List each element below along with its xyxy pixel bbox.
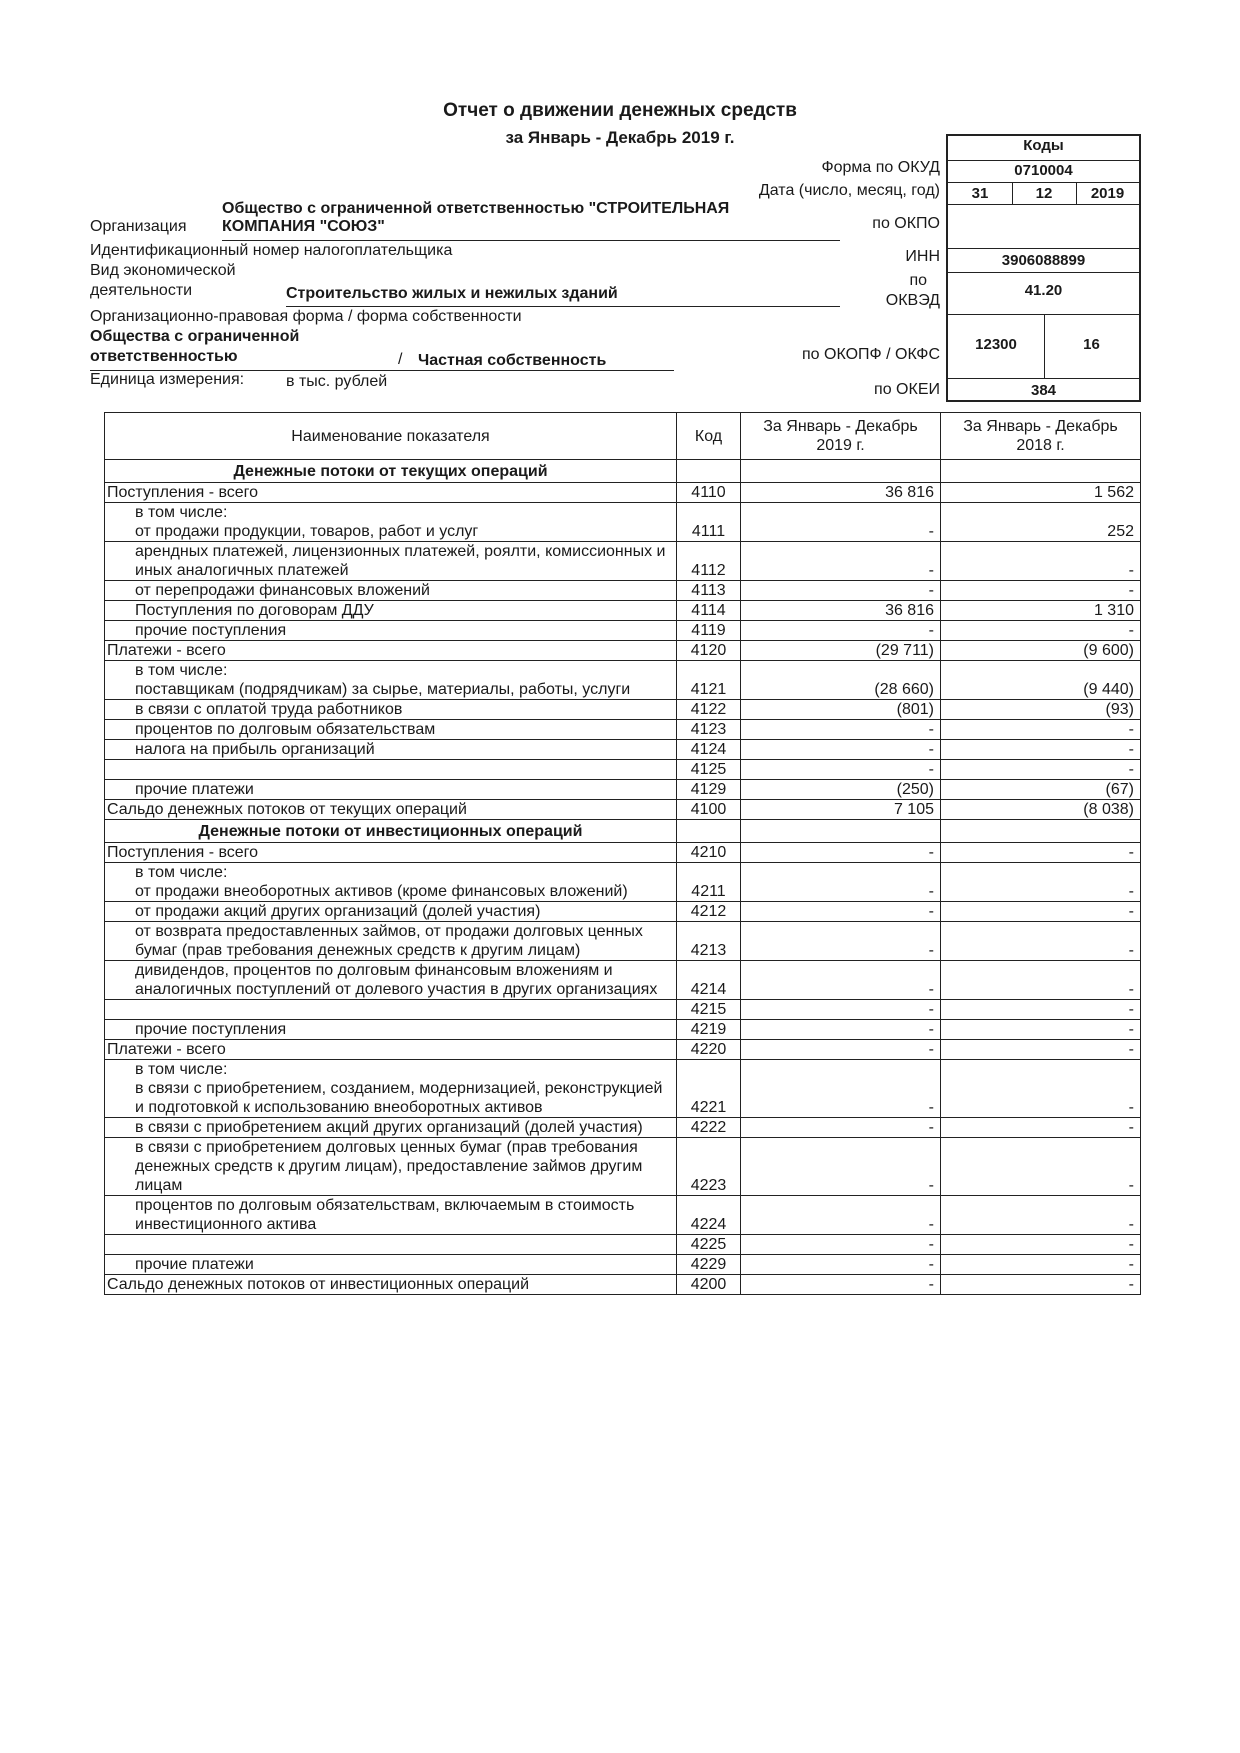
value-2019 xyxy=(741,503,941,523)
table-row xyxy=(105,542,1141,581)
row-name: в связи с оплатой труда работников xyxy=(105,700,677,720)
value-2018: (8 038) xyxy=(941,800,1141,820)
inn-value: 3906088899 xyxy=(1001,252,1086,269)
row-code: 4113 xyxy=(677,581,741,601)
row-code: 4112 xyxy=(677,542,741,581)
row-code: 4121 xyxy=(677,680,741,700)
row-code: 4210 xyxy=(677,843,741,863)
inn-label: Идентификационный номер налогоплательщика xyxy=(90,242,453,259)
row-name: Платежи - всего xyxy=(105,641,677,661)
value-2019 xyxy=(741,661,941,681)
row-code: 4213 xyxy=(677,922,741,961)
table-row xyxy=(105,503,1141,523)
value-2019: (28 660) xyxy=(741,680,941,700)
row-code xyxy=(677,661,741,681)
org-name-line-1: Общество с ограниченной ответственностью "СТРОИТЕЛЬНАЯ xyxy=(222,200,730,217)
value-2019 xyxy=(741,863,941,883)
row-name xyxy=(105,1235,677,1255)
value-2019: - xyxy=(741,720,941,740)
table-row xyxy=(105,1138,1141,1196)
activity-value: Строительство жилых и нежилых зданий xyxy=(286,285,618,302)
row-name: от продажи акций других организаций (долей участия) xyxy=(105,902,677,922)
col-header-2018-line-2: 2018 г. xyxy=(1016,437,1065,454)
row-name: процентов по долговым обязательствам, включаемым в стоимость инвестиционного актива xyxy=(105,1196,677,1235)
row-code xyxy=(677,863,741,883)
row-name: прочие поступления xyxy=(105,621,677,641)
row-code: 4211 xyxy=(677,882,741,902)
table-row xyxy=(105,922,1141,961)
row-name: налога на прибыль организаций xyxy=(105,740,677,760)
table-row xyxy=(105,1275,1141,1295)
col-header-2018 xyxy=(941,413,1141,460)
value-2019: - xyxy=(741,882,941,902)
value-2019: (801) xyxy=(741,700,941,720)
table-row xyxy=(105,863,1141,883)
row-code: 4225 xyxy=(677,1235,741,1255)
row-name: дивидендов, процентов по долговым финансовым вложениям и аналогичных поступлений от долевого участия в других организациях xyxy=(105,961,677,1000)
row-code xyxy=(677,1060,741,1080)
codes-box xyxy=(946,134,1141,402)
value-2019: - xyxy=(741,843,941,863)
value-2018 xyxy=(941,661,1141,681)
empty-cell xyxy=(941,820,1141,843)
col-header-2019 xyxy=(741,413,941,460)
row-code: 4214 xyxy=(677,961,741,1000)
table-row xyxy=(105,800,1141,820)
value-2018: 252 xyxy=(941,522,1141,542)
org-label: Организация xyxy=(90,218,187,235)
row-code: 4129 xyxy=(677,780,741,800)
date-day: 31 xyxy=(971,185,989,202)
row-code: 4122 xyxy=(677,700,741,720)
value-2018: - xyxy=(941,621,1141,641)
row-name: Поступления - всего xyxy=(105,843,677,863)
row-name: в том числе: xyxy=(105,503,677,523)
table-row xyxy=(105,581,1141,601)
okopf-label: по ОКОПФ / ОКФС xyxy=(802,346,940,363)
row-code: 4111 xyxy=(677,522,741,542)
okved-label-1: по xyxy=(909,272,927,289)
table-row xyxy=(105,720,1141,740)
codes-header: Коды xyxy=(1023,137,1064,154)
table-row xyxy=(105,1060,1141,1080)
value-2018: - xyxy=(941,902,1141,922)
row-code: 4114 xyxy=(677,601,741,621)
row-code xyxy=(677,503,741,523)
table-row xyxy=(105,961,1141,1000)
row-code: 4224 xyxy=(677,1196,741,1235)
value-2018: - xyxy=(941,542,1141,581)
value-2018: - xyxy=(941,1275,1141,1295)
table-row xyxy=(105,1020,1141,1040)
section-row xyxy=(105,820,1141,843)
value-2019: - xyxy=(741,1255,941,1275)
value-2018: - xyxy=(941,1138,1141,1196)
empty-cell xyxy=(741,460,941,483)
row-code: 4200 xyxy=(677,1275,741,1295)
value-2019: - xyxy=(741,1020,941,1040)
value-2018 xyxy=(941,1060,1141,1080)
ownership-value: Частная собственность xyxy=(418,352,607,369)
row-name: Сальдо денежных потоков от инвестиционных операций xyxy=(105,1275,677,1295)
unit-label: Единица измерения: xyxy=(90,371,245,388)
row-name: Сальдо денежных потоков от текущих операций xyxy=(105,800,677,820)
section-row xyxy=(105,460,1141,483)
okopf-value: 12300 xyxy=(975,336,1017,353)
table-row xyxy=(105,1040,1141,1060)
value-2018: - xyxy=(941,882,1141,902)
row-name: Поступления по договорам ДДУ xyxy=(105,601,677,621)
row-name xyxy=(105,760,677,780)
row-code: 4110 xyxy=(677,483,741,503)
table-row xyxy=(105,740,1141,760)
table-row xyxy=(105,1255,1141,1275)
row-name: в связи с приобретением долговых ценных бумаг (прав требования денежных средств к другим лицам), предоставление займов другим лицам xyxy=(105,1138,677,1196)
value-2019: - xyxy=(741,1079,941,1118)
table-row xyxy=(105,1235,1141,1255)
legal-form-line-2: ответственностью xyxy=(90,348,238,365)
row-name xyxy=(105,1000,677,1020)
col-header-code: Код xyxy=(677,413,741,460)
value-2019: 7 105 xyxy=(741,800,941,820)
row-code: 4119 xyxy=(677,621,741,641)
row-code: 4222 xyxy=(677,1118,741,1138)
value-2018: - xyxy=(941,922,1141,961)
table-row xyxy=(105,522,1141,542)
report-period: за Январь - Декабрь 2019 г. xyxy=(505,128,735,147)
row-name: Поступления - всего xyxy=(105,483,677,503)
row-name: прочие платежи xyxy=(105,1255,677,1275)
row-code: 4120 xyxy=(677,641,741,661)
legal-form-slash: / xyxy=(398,351,403,368)
row-name: в связи с приобретением, созданием, модернизацией, реконструкцией и подготовкой к использованию внеоборотных активов xyxy=(105,1079,677,1118)
row-name: прочие поступления xyxy=(105,1020,677,1040)
section-title: Денежные потоки от текущих операций xyxy=(105,460,677,483)
value-2019: - xyxy=(741,1040,941,1060)
section-title: Денежные потоки от инвестиционных операций xyxy=(105,820,677,843)
okud-value: 0710004 xyxy=(1014,162,1073,179)
value-2019: - xyxy=(741,922,941,961)
row-code: 4229 xyxy=(677,1255,741,1275)
table-row xyxy=(105,1196,1141,1235)
value-2018 xyxy=(941,863,1141,883)
value-2018: - xyxy=(941,1020,1141,1040)
empty-cell xyxy=(741,820,941,843)
row-code: 4100 xyxy=(677,800,741,820)
row-name: поставщикам (подрядчикам) за сырье, материалы, работы, услуги xyxy=(105,680,677,700)
value-2018: - xyxy=(941,1118,1141,1138)
row-code: 4212 xyxy=(677,902,741,922)
table-row xyxy=(105,843,1141,863)
date-year: 2019 xyxy=(1090,185,1125,202)
value-2018: (9 440) xyxy=(941,680,1141,700)
value-2018: - xyxy=(941,1040,1141,1060)
value-2019: - xyxy=(741,1000,941,1020)
table-row xyxy=(105,661,1141,681)
okpo-label: по ОКПО xyxy=(872,215,940,232)
row-code: 4221 xyxy=(677,1079,741,1118)
value-2018: (67) xyxy=(941,780,1141,800)
value-2019: (250) xyxy=(741,780,941,800)
row-name: от возврата предоставленных займов, от продажи долговых ценных бумаг (прав требования денежных средств к другим лицам) xyxy=(105,922,677,961)
value-2019: - xyxy=(741,760,941,780)
table-row xyxy=(105,680,1141,700)
value-2019: - xyxy=(741,522,941,542)
col-header-2019-line-2: 2019 г. xyxy=(816,437,865,454)
value-2018: - xyxy=(941,1255,1141,1275)
value-2019: 36 816 xyxy=(741,483,941,503)
value-2019: - xyxy=(741,581,941,601)
value-2019: - xyxy=(741,1138,941,1196)
value-2019: - xyxy=(741,542,941,581)
inn-code-label: ИНН xyxy=(905,248,940,265)
okfs-value: 16 xyxy=(1083,336,1100,353)
okved-label-2: ОКВЭД xyxy=(885,292,940,309)
legal-form-line-1: Общества с ограниченной xyxy=(90,328,300,345)
table-row xyxy=(105,700,1141,720)
value-2018: 1 310 xyxy=(941,601,1141,621)
unit-value: в тыс. рублей xyxy=(286,373,388,390)
row-name: от продажи внеоборотных активов (кроме финансовых вложений) xyxy=(105,882,677,902)
col-header-name: Наименование показателя xyxy=(105,413,677,460)
okei-label: по ОКЕИ xyxy=(874,381,940,398)
cash-flow-table xyxy=(104,412,1141,1295)
col-header-2019-line-1: За Январь - Декабрь xyxy=(763,418,918,435)
value-2019: - xyxy=(741,1196,941,1235)
value-2018: (9 600) xyxy=(941,641,1141,661)
table-row xyxy=(105,1118,1141,1138)
value-2018: - xyxy=(941,1079,1141,1118)
col-header-2018-line-1: За Январь - Декабрь xyxy=(963,418,1118,435)
table-row xyxy=(105,780,1141,800)
org-name-line-2: КОМПАНИЯ "СОЮЗ" xyxy=(222,218,385,235)
row-name: прочие платежи xyxy=(105,780,677,800)
table-row xyxy=(105,1000,1141,1020)
okei-value: 384 xyxy=(1030,382,1057,399)
value-2018: - xyxy=(941,720,1141,740)
row-code: 4123 xyxy=(677,720,741,740)
value-2019: - xyxy=(741,740,941,760)
value-2018: - xyxy=(941,961,1141,1000)
okud-label: Форма по ОКУД xyxy=(821,159,940,176)
empty-cell xyxy=(677,460,741,483)
row-name: от продажи продукции, товаров, работ и услуг xyxy=(105,522,677,542)
table-row xyxy=(105,902,1141,922)
value-2018: 1 562 xyxy=(941,483,1141,503)
legal-form-label: Организационно-правовая форма / форма собственности xyxy=(90,308,522,325)
date-month: 12 xyxy=(1035,185,1053,202)
value-2019 xyxy=(741,1060,941,1080)
table-row xyxy=(105,760,1141,780)
value-2019: - xyxy=(741,1235,941,1255)
value-2018: - xyxy=(941,581,1141,601)
activity-label-1: Вид экономической xyxy=(90,262,236,279)
value-2018: - xyxy=(941,843,1141,863)
value-2018: (93) xyxy=(941,700,1141,720)
row-name: в том числе: xyxy=(105,661,677,681)
value-2019: - xyxy=(741,621,941,641)
value-2019: - xyxy=(741,1275,941,1295)
value-2019: (29 711) xyxy=(741,641,941,661)
row-name: в том числе: xyxy=(105,863,677,883)
row-code: 4220 xyxy=(677,1040,741,1060)
value-2019: - xyxy=(741,961,941,1000)
table-row xyxy=(105,882,1141,902)
table-row xyxy=(105,621,1141,641)
row-name: в связи с приобретением акций других организаций (долей участия) xyxy=(105,1118,677,1138)
value-2018: - xyxy=(941,1196,1141,1235)
value-2018: - xyxy=(941,1235,1141,1255)
row-name: Платежи - всего xyxy=(105,1040,677,1060)
value-2018: - xyxy=(941,740,1141,760)
value-2018: - xyxy=(941,760,1141,780)
row-code: 4223 xyxy=(677,1138,741,1196)
value-2019: - xyxy=(741,902,941,922)
empty-cell xyxy=(677,820,741,843)
date-label: Дата (число, месяц, год) xyxy=(758,182,940,199)
empty-cell xyxy=(941,460,1141,483)
activity-label-2: деятельности xyxy=(90,282,193,299)
row-name: процентов по долговым обязательствам xyxy=(105,720,677,740)
row-code: 4215 xyxy=(677,1000,741,1020)
row-code: 4124 xyxy=(677,740,741,760)
okved-value: 41.20 xyxy=(1024,282,1063,299)
table-body xyxy=(105,460,1141,1295)
row-name: арендных платежей, лицензионных платежей, роялти, комиссионных и иных аналогичных платежей xyxy=(105,542,677,581)
table-row xyxy=(105,601,1141,621)
report-title: Отчет о движении денежных средств xyxy=(443,100,797,121)
table-row xyxy=(105,641,1141,661)
table-row xyxy=(105,483,1141,503)
row-code: 4125 xyxy=(677,760,741,780)
row-code: 4219 xyxy=(677,1020,741,1040)
row-name: в том числе: xyxy=(105,1060,677,1080)
value-2018 xyxy=(941,503,1141,523)
value-2018: - xyxy=(941,1000,1141,1020)
value-2019: - xyxy=(741,1118,941,1138)
table-row xyxy=(105,1079,1141,1118)
value-2019: 36 816 xyxy=(741,601,941,621)
row-name: от перепродажи финансовых вложений xyxy=(105,581,677,601)
